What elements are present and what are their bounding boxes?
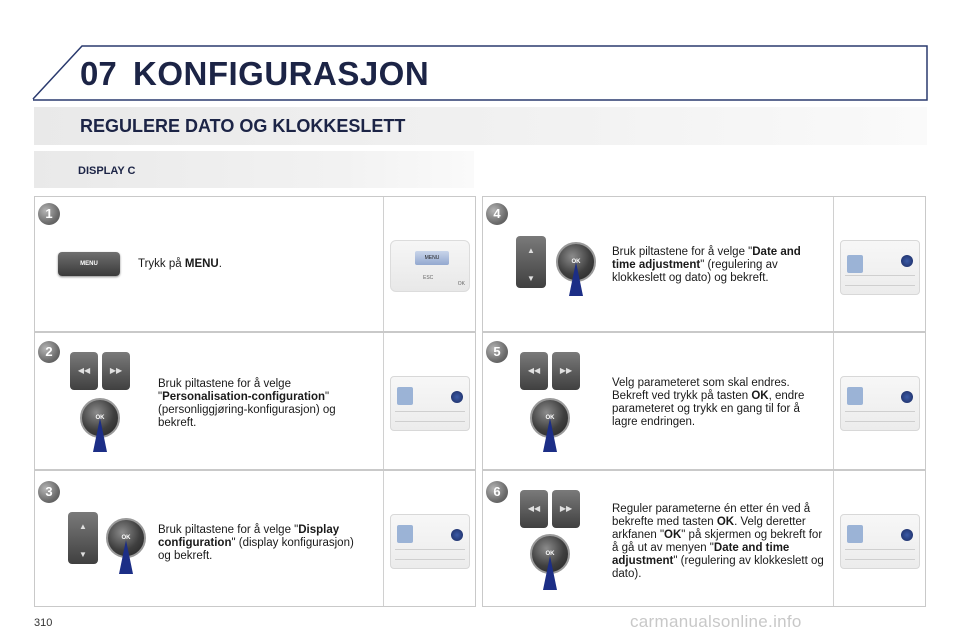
console-illustration-4 (840, 240, 920, 295)
step-text-3: Bruk piltastene for å velge "Display configuration" (display konfigurasjon) og bekreft. (158, 524, 354, 562)
step-text-5: Velg parameteret som skal endres. Bekreft ved trykk på tasten OK, endre parameteret og trykk en gang til for å lagre endringen. (612, 377, 805, 428)
ok-button-icon: OK (530, 534, 570, 574)
ok-button-icon: OK (556, 242, 596, 282)
left-arrow-key-icon: ◀◀ (520, 490, 548, 528)
right-arrow-key-icon: ▶▶ (102, 352, 130, 390)
press-arrow-icon (543, 418, 557, 452)
menu-button-icon: MENU (58, 252, 120, 276)
subsection-title: DISPLAY C (78, 165, 136, 177)
step-text-6: Reguler parameterne én etter én ved å bekrefte med tasten OK. Velg deretter arkfanen "OK" på skjermen og bekreft for å gå ut av menyen "Date and time adjustment" (regulering av klokkeslett og dato). (612, 503, 824, 580)
watermark: carmanualsonline.info (630, 612, 802, 631)
up-down-key-icon: ▲ ▼ (68, 512, 98, 564)
step-badge-1: 1 (38, 203, 60, 225)
step-badge-2: 2 (38, 341, 60, 363)
press-arrow-icon (543, 556, 557, 590)
section-title: REGULERE DATO OG KLOKKESLETT (80, 116, 406, 136)
press-arrow-icon (119, 540, 133, 574)
console-menu-illustration (390, 240, 470, 292)
console-illustration-6 (840, 514, 920, 569)
step-badge-4: 4 (486, 203, 508, 225)
step-text-1: Trykk på MENU. (138, 258, 222, 270)
menu-key-icon: MENU (415, 251, 449, 265)
ok-button-icon: OK (106, 518, 146, 558)
press-arrow-icon (569, 262, 583, 296)
ok-button-icon: OK (80, 398, 120, 438)
right-arrow-key-icon: ▶▶ (552, 352, 580, 390)
ok-button-icon: OK (530, 398, 570, 438)
step-text-4: Bruk piltastene for å velge "Date and time adjustment" (regulering av klokkeslett og dato) og bekreft. (612, 246, 801, 284)
ok-key-icon: OK (457, 281, 465, 287)
left-arrow-key-icon: ◀◀ (70, 352, 98, 390)
page-number: 310 (34, 617, 53, 629)
step-badge-6: 6 (486, 481, 508, 503)
console-illustration-2 (390, 376, 470, 431)
step-badge-5: 5 (486, 341, 508, 363)
step-text-2: Bruk piltastene for å velge "Personalisation-configuration" (personliggjøring-konfigurasjon) og bekreft. (158, 378, 336, 429)
chapter-number: 07 (80, 55, 117, 92)
left-arrow-key-icon: ◀◀ (520, 352, 548, 390)
chapter-title: KONFIGURASJON (133, 55, 430, 92)
press-arrow-icon (93, 418, 107, 452)
console-illustration-5 (840, 376, 920, 431)
up-down-key-icon: ▲ ▼ (516, 236, 546, 288)
right-arrow-key-icon: ▶▶ (552, 490, 580, 528)
esc-key-icon: ESC (423, 275, 434, 281)
step-badge-3: 3 (38, 481, 60, 503)
console-illustration-3 (390, 514, 470, 569)
